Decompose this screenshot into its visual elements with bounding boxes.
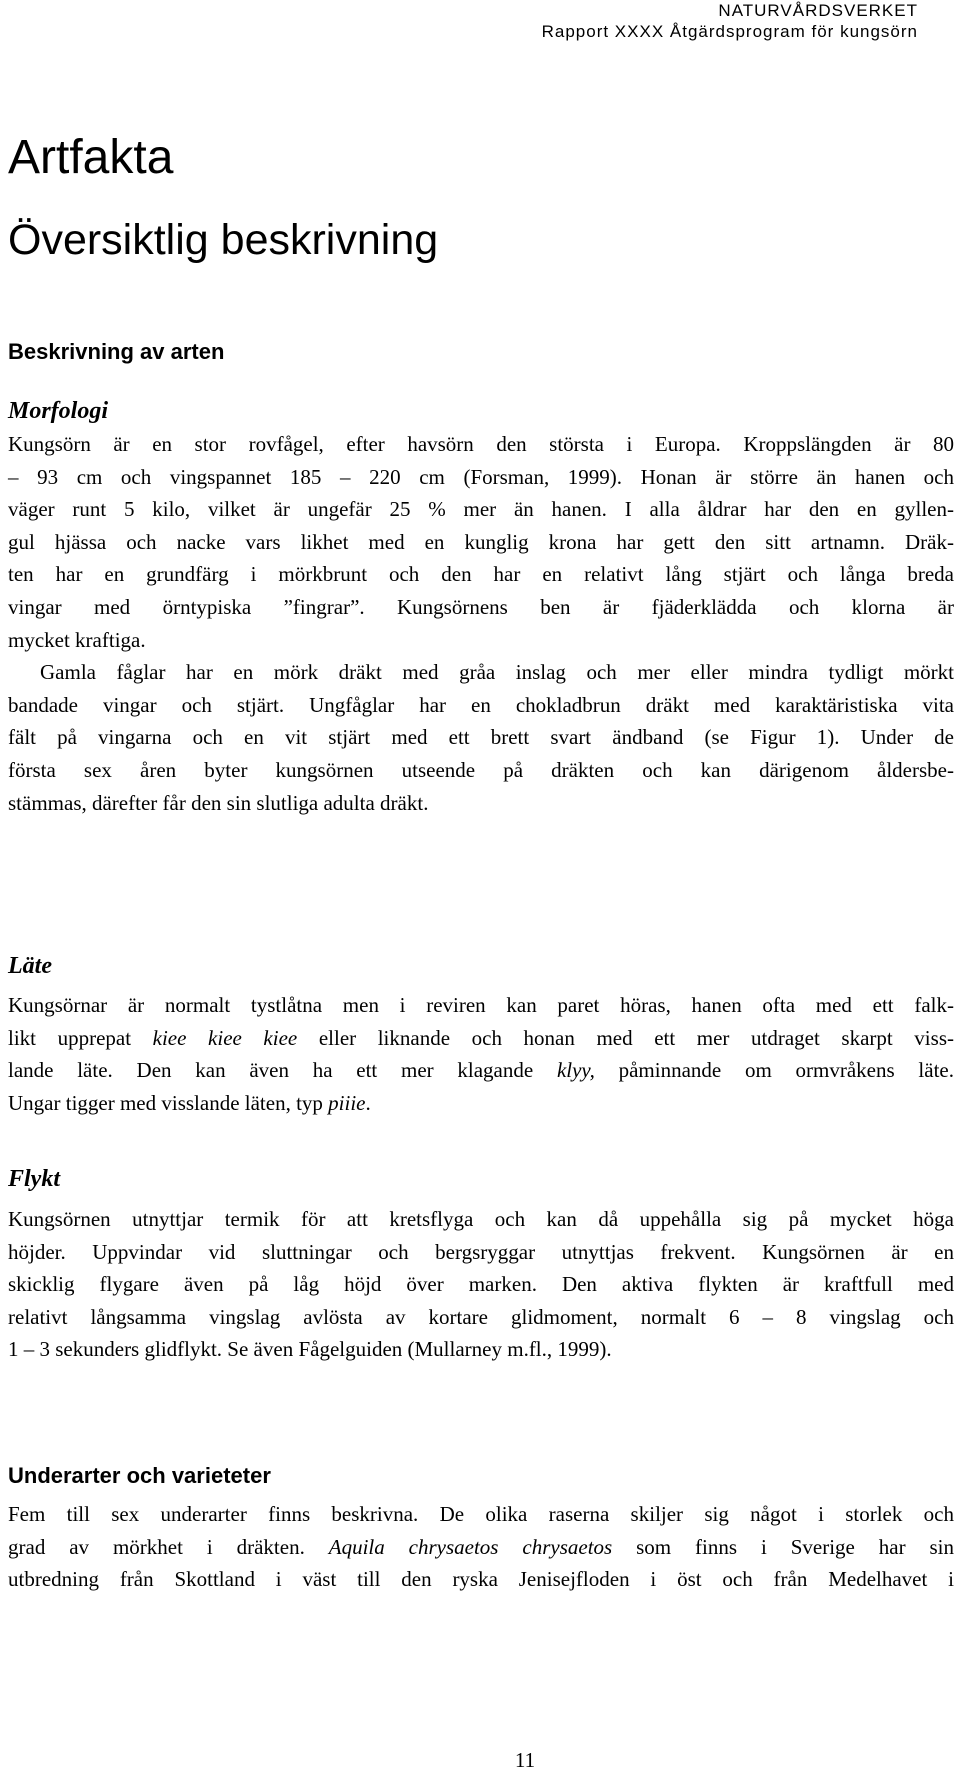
text-line: – 93 cm och vingspannet 185 – 220 cm (Forsman, 1999). Honan är större än hanen och bbox=[8, 464, 954, 489]
text-line: Kungsörn är en stor rovfågel, efter havsörn den största i Europa. Kroppslängden är 80 bbox=[8, 432, 954, 456]
text-line: vingar med örntypiska ”fingrar”. Kungsörnens ben är fjäderklädda och klorna är bbox=[8, 594, 954, 619]
header-report-title: Rapport XXXX Åtgärdsprogram för kungsörn bbox=[541, 22, 918, 41]
text-line: likt upprepat kiee kiee kiee eller liknande och honan med ett mer utdraget skarpt viss- bbox=[8, 1025, 954, 1050]
header-org: NATURVÅRDSVERKET bbox=[718, 1, 918, 20]
text-line: grad av mörkhet i dräkten. Aquila chrysaetos chrysaetos som finns i Sverige har sin bbox=[8, 1534, 955, 1559]
page-title: Artfakta bbox=[8, 131, 174, 184]
page-subtitle: Översiktlig beskrivning bbox=[8, 216, 439, 264]
text-line: stämmas, därefter får den sin slutliga adulta dräkt. bbox=[8, 790, 429, 815]
subsection-heading-morfologi: Morfologi bbox=[8, 398, 109, 424]
page-number: 11 bbox=[514, 1748, 536, 1772]
text-line: bandade vingar och stjärt. Ungfåglar har en chokladbrun dräkt med karaktäristiska vita bbox=[8, 692, 954, 717]
text-line: lande läte. Den kan även ha ett mer klagande klyy, påminnande om ormvråkens läte. bbox=[8, 1058, 954, 1083]
text-line: väger runt 5 kilo, vilket är ungefär 25 % mer än hanen. I alla åldrar har den en gyllen- bbox=[8, 497, 954, 522]
text-line: Kungsörnar är normalt tystlåtna men i reviren kan paret höras, hanen ofta med ett falk- bbox=[8, 993, 954, 1017]
text-line: första sex åren byter kungsörnen utseende på dräkten och kan därigenom åldersbe- bbox=[8, 757, 954, 782]
section-heading-underarter: Underarter och varieteter bbox=[8, 1463, 271, 1488]
text-line: gul hjässa och nacke vars likhet med en kunglig krona har gett den sitt artnamn. Dräk- bbox=[8, 529, 954, 554]
section-heading-description: Beskrivning av arten bbox=[8, 339, 225, 364]
text-line: skicklig flygare även på låg höjd över marken. Den aktiva flykten är kraftfull med bbox=[8, 1272, 954, 1297]
text-line: Ungar tigger med visslande läten, typ piiie. bbox=[8, 1090, 371, 1115]
text-line: ten har en grundfärg i mörkbrunt och den har en relativt lång stjärt och långa breda bbox=[8, 562, 954, 587]
subsection-heading-flykt: Flykt bbox=[8, 1166, 60, 1192]
text-line: Kungsörnen utnyttjar termik för att kretsflyga och kan då uppehålla sig på mycket höga bbox=[8, 1207, 954, 1231]
text-line: Gamla fåglar har en mörk dräkt med gråa inslag och mer eller mindra tydligt mörkt bbox=[40, 660, 954, 685]
underarter-paragraph bbox=[8, 1498, 954, 1596]
subsection-heading-late: Läte bbox=[8, 953, 52, 979]
late-paragraph bbox=[8, 989, 954, 1119]
morfologi-paragraph bbox=[8, 428, 954, 819]
text-line: relativt långsamma vingslag avlösta av kortare glidmoment, normalt 6 – 8 vingslag och bbox=[8, 1304, 954, 1329]
text-line: Fem till sex underarter finns beskrivna. De olika raserna skiljer sig något i storlek och bbox=[8, 1502, 954, 1526]
text-line: fält på vingarna och en vit stjärt med ett brett svart ändband (se Figur 1). Under de bbox=[8, 725, 954, 750]
text-line: mycket kraftiga. bbox=[8, 627, 146, 652]
flykt-paragraph bbox=[8, 1203, 954, 1366]
text-line: 1 – 3 sekunders glidflykt. Se även Fågelguiden (Mullarney m.fl., 1999). bbox=[8, 1337, 612, 1362]
text-line: höjder. Uppvindar vid sluttningar och bergsryggar utnyttjas frekvent. Kungsörnen är en bbox=[8, 1239, 954, 1264]
text-line: utbredning från Skottland i väst till den ryska Jenisejfloden i öst och från Medelhavet i bbox=[8, 1567, 954, 1592]
